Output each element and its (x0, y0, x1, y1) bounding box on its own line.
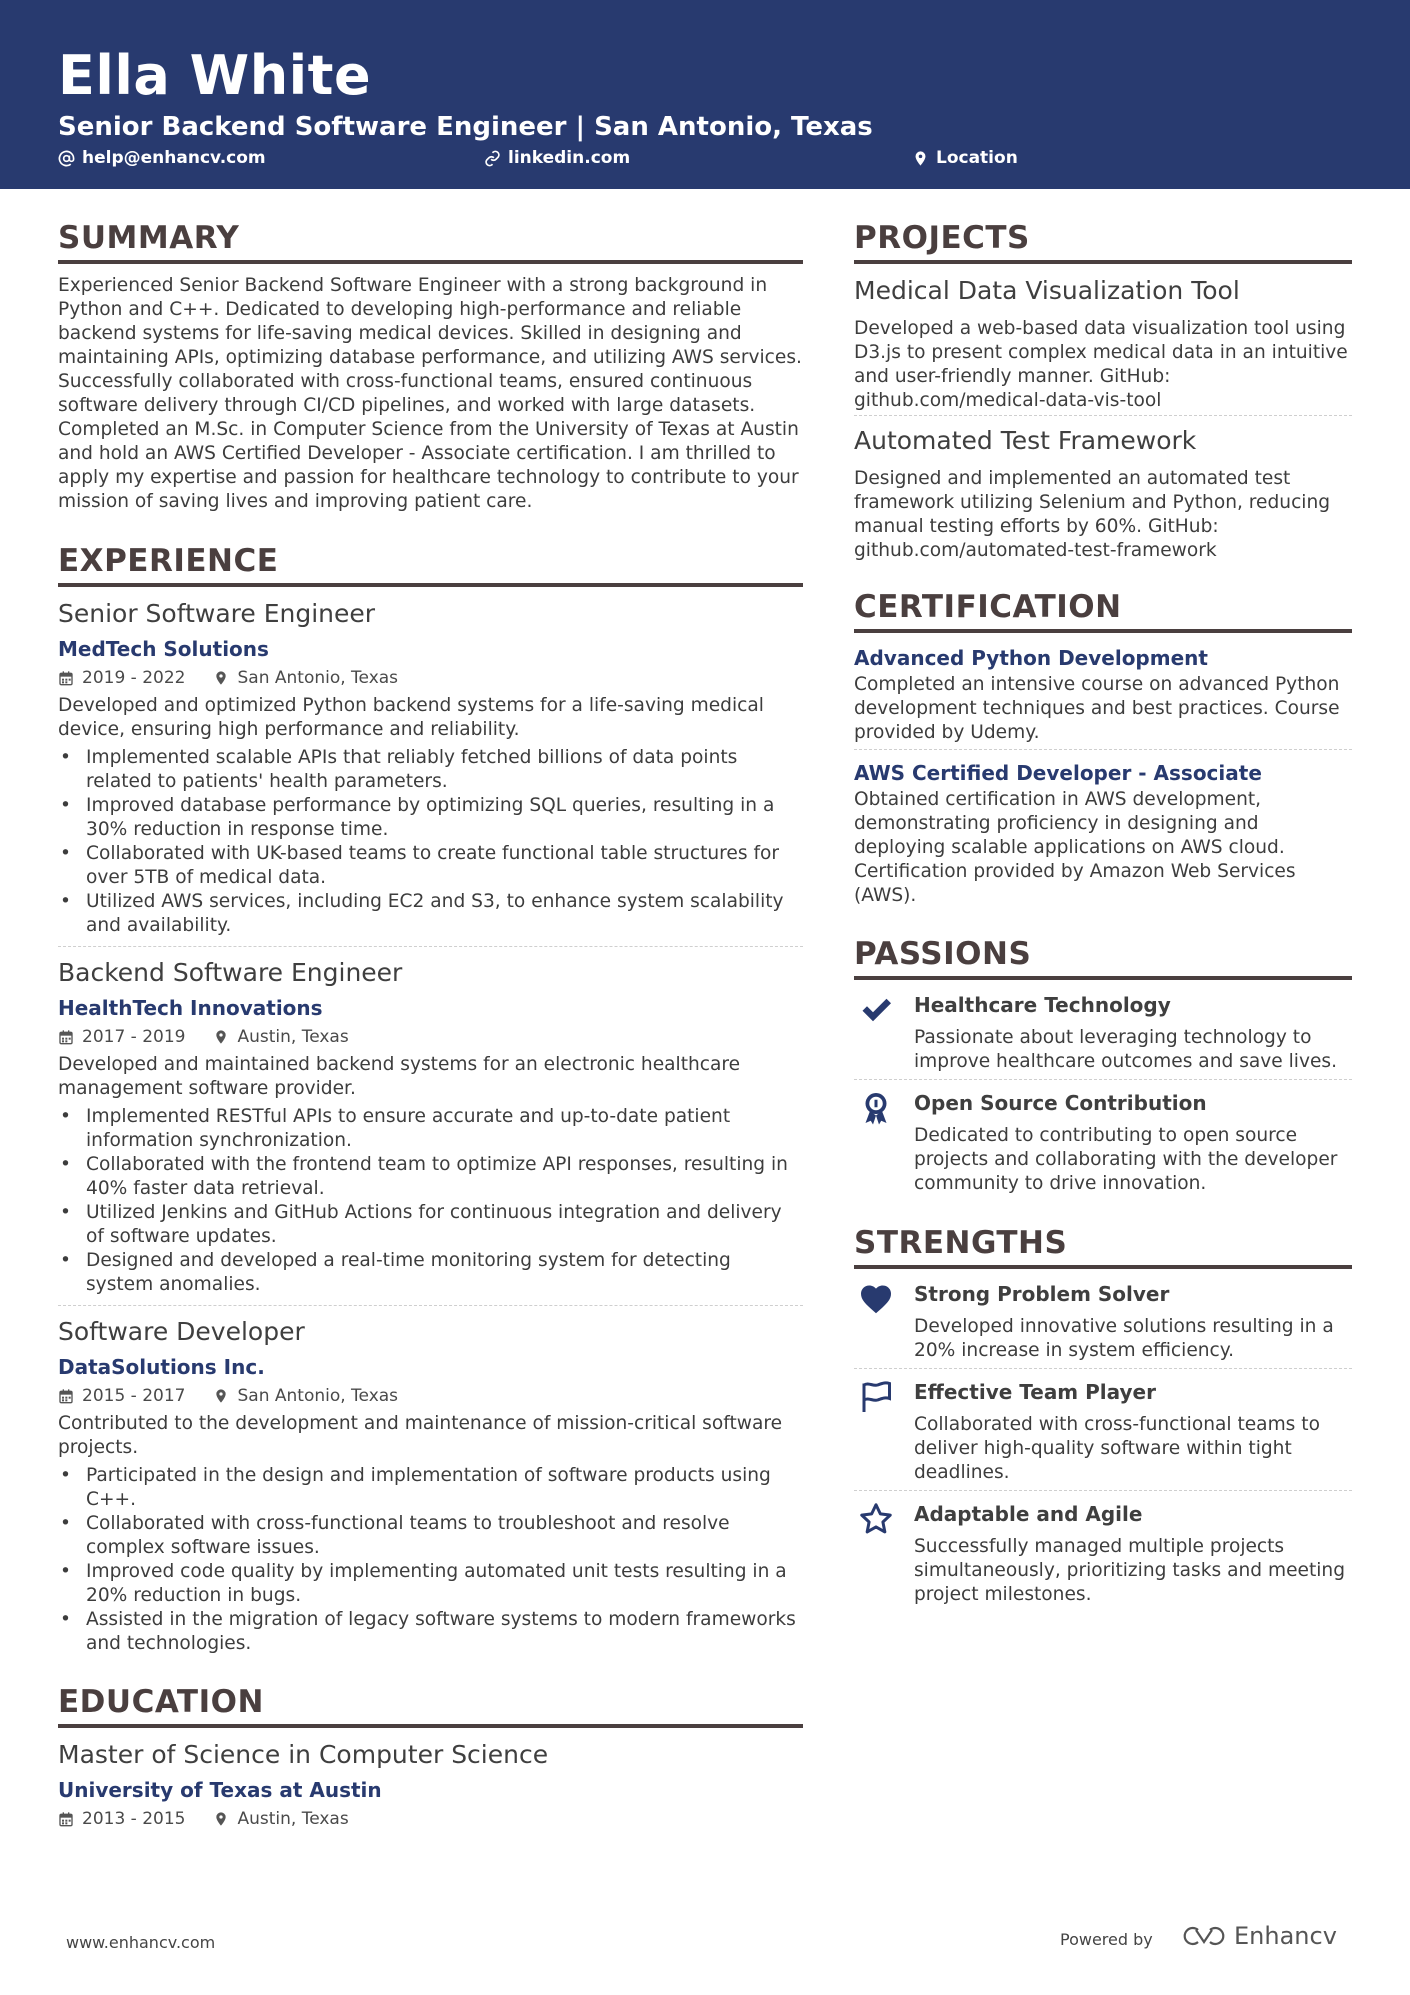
summary-text: Experienced Senior Backend Software Engineer with a strong background in Python and C++. Dedicated to developing high-performance and reliable backend systems for life-saving medical devices. Skilled in designing and maintaining APIs, optimizing database performance, and utilizing AWS services. Successfully collaborated with cross-functional teams, ensured continuous software delivery through CI/CD pipelines, and worked with large datasets. Completed an M.Sc. in Computer Science from the University of Texas at Austin and hold an AWS Certified Developer - Associate certification. I am thrilled to apply my expertise and passion for healthcare technology to contribute to your mission of saving lives and improving patient care. (58, 275, 802, 512)
project-title: Medical Data Visualization Tool (854, 276, 1240, 305)
certification-entry (854, 758, 1352, 912)
job-dates: 2017 - 2019 (82, 1027, 186, 1047)
map-pin-icon (213, 1029, 229, 1045)
job-dates: 2015 - 2017 (82, 1386, 186, 1406)
job-title: Backend Software Engineer (58, 958, 403, 987)
map-pin-icon (213, 670, 229, 686)
strength-item (854, 1279, 1352, 1369)
certification-description: Completed an intensive course on advanced Python development techniques and best practices. Course provided by Udemy. (854, 674, 1340, 743)
job-dates: 2019 - 2022 (82, 668, 186, 688)
job-bullet: • Participated in the design and implementation of software products using C++. (58, 1464, 803, 1512)
passion-item (854, 990, 1352, 1080)
job-bullet: • Assisted in the migration of legacy software systems to modern frameworks and technologies. (58, 1608, 803, 1656)
certification-heading: CERTIFICATION (854, 587, 1352, 633)
job-meta (58, 1023, 803, 1051)
school-name: University of Texas at Austin (58, 1778, 382, 1802)
job-meta (58, 664, 803, 692)
certification-description: Obtained certification in AWS development, demonstrating proficiency in designing and deploying scalable applications on AWS cloud. Certification provided by Amazon Web Services (AWS). (854, 789, 1296, 906)
strengths-heading: STRENGTHS (854, 1223, 1352, 1269)
strength-description: Collaborated with cross-functional teams to deliver high-quality software within tight deadlines. (914, 1414, 1320, 1483)
job-bullet: • Collaborated with the frontend team to optimize API responses, resulting in 40% faster data retrieval. (58, 1153, 803, 1201)
enhancv-logo-text: Enhancv (1234, 1922, 1337, 1950)
passion-description: Passionate about leveraging technology to improve healthcare outcomes and save lives. (914, 1027, 1338, 1072)
linkedin-text: linkedin.com (508, 148, 631, 168)
project-entry (854, 274, 1352, 416)
resume-header (0, 0, 1410, 189)
candidate-title: Senior Backend Software Engineer | San Antonio, Texas (58, 112, 873, 142)
job-entry (58, 956, 803, 1306)
project-description: Designed and implemented an automated test framework utilizing Selenium and Python, reducing manual testing efforts by 60%. GitHub: github.com/automated-test-framework (854, 468, 1331, 561)
education-meta (58, 1805, 803, 1833)
company-name: MedTech Solutions (58, 637, 269, 661)
company-name: DataSolutions Inc. (58, 1355, 265, 1379)
job-title: Software Developer (58, 1317, 305, 1346)
job-bullets (58, 1105, 803, 1297)
project-entry (854, 424, 1352, 565)
enhancv-logo-icon (1180, 1924, 1228, 1948)
right-column (854, 218, 1352, 1620)
calendar-icon (58, 1388, 74, 1404)
footer-url[interactable]: www.enhancv.com (66, 1933, 216, 1952)
project-description: Developed a web-based data visualization tool using D3.js to present complex medical data in an intuitive and user-friendly manner. GitHub: github.com/medical-data-vis-tool (854, 318, 1348, 411)
certification-title: Advanced Python Development (854, 646, 1208, 670)
strength-title: Adaptable and Agile (914, 1502, 1143, 1526)
job-entry (58, 597, 803, 947)
passion-item (854, 1088, 1352, 1201)
job-location-text: San Antonio, Texas (237, 1386, 399, 1406)
education-location (213, 1805, 348, 1833)
passions-heading: PASSIONS (854, 934, 1352, 980)
job-bullet: • Designed and developed a real-time monitoring system for detecting system anomalies. (58, 1249, 803, 1297)
strength-description: Developed innovative solutions resulting in a 20% increase in system efficiency. (914, 1316, 1334, 1361)
job-bullet: • Collaborated with UK-based teams to create functional table structures for over 5TB of medical data. (58, 842, 803, 890)
experience-section (58, 541, 803, 1664)
certification-title: AWS Certified Developer - Associate (854, 761, 1262, 785)
checkmark-icon (858, 992, 894, 1028)
strengths-section (854, 1223, 1352, 1612)
job-bullet: • Implemented scalable APIs that reliably fetched billions of data points related to patients' health parameters. (58, 746, 803, 794)
job-description: Developed and maintained backend systems for an electronic healthcare management software provider. (58, 1054, 741, 1099)
degree-title: Master of Science in Computer Science (58, 1740, 549, 1769)
job-bullet: • Utilized AWS services, including EC2 and S3, to enhance system scalability and availability. (58, 890, 803, 938)
flag-icon (858, 1379, 894, 1415)
link-icon (484, 150, 501, 167)
enhancv-logo[interactable] (1180, 1922, 1337, 1950)
heart-icon (858, 1281, 894, 1317)
star-icon (858, 1501, 894, 1537)
strength-title: Strong Problem Solver (914, 1282, 1170, 1306)
job-bullet: • Collaborated with cross-functional teams to troubleshoot and resolve complex software issues. (58, 1512, 803, 1560)
calendar-icon (58, 670, 74, 686)
location-text: Location (936, 148, 1018, 168)
contact-linkedin[interactable] (484, 148, 630, 168)
at-icon (58, 150, 75, 167)
passion-description: Dedicated to contributing to open source projects and collaborating with the developer community to drive innovation. (914, 1125, 1338, 1194)
projects-heading: PROJECTS (854, 218, 1352, 264)
summary-section (58, 218, 803, 514)
job-bullet: • Improved database performance by optimizing SQL queries, resulting in a 30% reduction in response time. (58, 794, 803, 842)
strength-title: Effective Team Player (914, 1380, 1156, 1404)
left-column (58, 218, 803, 1850)
passions-section (854, 934, 1352, 1201)
award-ribbon-icon (858, 1090, 894, 1126)
job-bullet: • Implemented RESTful APIs to ensure accurate and up-to-date patient information synchronization. (58, 1105, 803, 1153)
strength-description: Successfully managed multiple projects simultaneously, prioritizing tasks and meeting project milestones. (914, 1536, 1346, 1605)
education-heading: EDUCATION (58, 1682, 803, 1728)
projects-section (854, 218, 1352, 565)
map-pin-icon (213, 1388, 229, 1404)
education-section (58, 1682, 803, 1841)
company-name: HealthTech Innovations (58, 996, 323, 1020)
email-text: help@enhancv.com (82, 148, 266, 168)
job-bullet: • Improved code quality by implementing automated unit tests resulting in a 20% reduction in bugs. (58, 1560, 803, 1608)
certification-section (854, 587, 1352, 912)
passion-title: Open Source Contribution (914, 1091, 1207, 1115)
education-dates: 2013 - 2015 (82, 1809, 186, 1829)
experience-heading: EXPERIENCE (58, 541, 803, 587)
strength-item (854, 1377, 1352, 1491)
strength-item (854, 1499, 1352, 1612)
job-bullets (58, 1464, 803, 1656)
job-description: Developed and optimized Python backend systems for a life-saving medical device, ensuring high performance and reliability. (58, 695, 764, 740)
job-bullet: • Utilized Jenkins and GitHub Actions for continuous integration and delivery of software updates. (58, 1201, 803, 1249)
job-meta (58, 1382, 803, 1410)
job-description: Contributed to the development and maintenance of mission-critical software projects. (58, 1413, 783, 1458)
map-pin-icon (912, 150, 929, 167)
job-title: Senior Software Engineer (58, 599, 376, 628)
powered-by-label: Powered by (1060, 1930, 1153, 1949)
job-location-text: Austin, Texas (237, 1027, 349, 1047)
map-pin-icon (213, 1811, 229, 1827)
project-title: Automated Test Framework (854, 426, 1197, 455)
passion-title: Healthcare Technology (914, 993, 1171, 1017)
candidate-name: Ella White (58, 44, 372, 107)
education-entry (58, 1738, 803, 1841)
job-location (213, 1382, 398, 1410)
education-location-text: Austin, Texas (237, 1809, 349, 1829)
certification-entry (854, 643, 1352, 750)
job-bullets (58, 746, 803, 938)
job-location (213, 664, 398, 692)
contact-location (912, 148, 1018, 168)
job-entry (58, 1315, 803, 1664)
summary-heading: SUMMARY (58, 218, 803, 264)
job-location (213, 1023, 348, 1051)
job-location-text: San Antonio, Texas (237, 668, 399, 688)
calendar-icon (58, 1811, 74, 1827)
contact-email[interactable] (58, 148, 266, 168)
calendar-icon (58, 1029, 74, 1045)
